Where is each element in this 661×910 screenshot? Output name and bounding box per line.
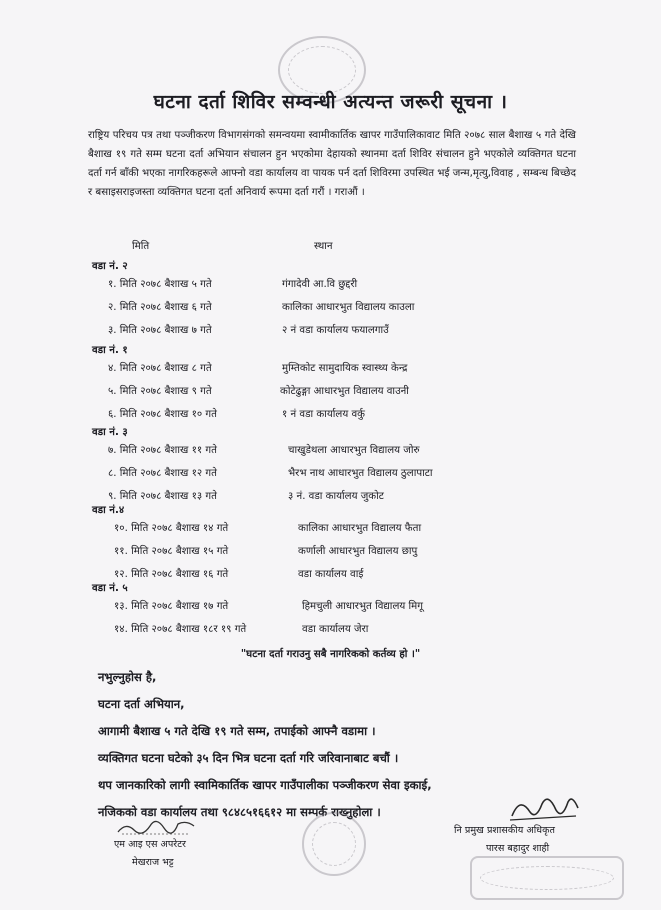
schedule-date: १४. मिति २०७८ बैशाख १८र १९ गते [114, 624, 247, 635]
schedule-place: कोटेढुङ्गा आधारभुत विद्यालय वाउनी [280, 386, 409, 397]
reminder-line: थप जानकारिको लागी स्वामिकार्तिक खापर गाउँपालीका पञ्जीकरण सेवा इकाई, [98, 778, 432, 792]
schedule-place: कालिका आधारभुत विद्यालय फैता [298, 523, 422, 534]
schedule-date: ६. मिति २०७८ बैशाख १० गते [108, 409, 217, 420]
schedule-place: कर्णाली आधारभुत विद्यालय छापु [298, 546, 418, 557]
schedule-date: १२. मिति २०७८ बैशाख १६ गते [114, 569, 229, 580]
right-signature [508, 790, 580, 824]
notice-title: घटना दर्ता शिविर सम्वन्धी अत्यन्त जरूरी सूचना । [153, 91, 508, 113]
schedule-date: १०. मिति २०७८ बैशाख १४ गते [114, 523, 229, 534]
reminder-line: नभुल्नुहोस है, [98, 670, 157, 684]
schedule-place: वडा कार्यालय जेरा [302, 624, 369, 635]
right-signature-block [454, 822, 555, 858]
right-signatory-name: पारस बहादुर शाही [486, 843, 550, 854]
schedule-date: ७. मिति २०७८ बैशाख ११ गते [108, 445, 217, 456]
reminder-line: आगामी बैशाख ५ गते देखि १९ गते सम्म, तपाईको आफ्नै वडामा । [98, 724, 376, 738]
column-header-date: मिति [132, 241, 150, 252]
schedule-place: १ नं वडा कार्यालय वर्कु [282, 409, 365, 420]
schedule-place: भैरभ नाथ आधारभुत विद्यालय ठुलापाटा [288, 468, 433, 479]
schedule-place: हिमचुली आधारभुत विद्यालय मिगू [302, 601, 423, 612]
left-signatory-role: एम आइ एस अपरेटर [114, 839, 186, 850]
left-signatory-name: मेखराज भट्ट [132, 857, 174, 868]
ward-heading: वडा नं. ३ [92, 427, 128, 438]
schedule-date: ५. मिति २०७८ बैशाख ९ गते [108, 386, 212, 397]
ward-heading: वडा नं. १ [92, 345, 128, 356]
schedule-date: २. मिति २०७८ बैशाख ६ गते [108, 302, 212, 313]
schedule-place: चाखुडेथला आधारभुत विद्यालय जोरु [288, 445, 420, 456]
reminder-line: घटना दर्ता अभियान, [98, 697, 185, 711]
ward-heading: वडा नं.४ [92, 505, 125, 516]
ward-heading: वडा नं. २ [92, 261, 128, 272]
schedule-place: ३ नं. वडा कार्यालय जुकोट [288, 491, 384, 502]
schedule-place: मुम्तिकोट सामुदायिक स्वास्थ्य केन्द्र [282, 363, 408, 374]
right-signatory-role: नि प्रमुख प्रशासकीय अधिकृत [454, 825, 555, 836]
schedule-date: १. मिति २०७८ बैशाख ५ गते [108, 279, 212, 290]
schedule-place: कालिका आधारभुत विद्यालय काउला [282, 302, 415, 313]
schedule-date: ३. मिति २०७८ बैशाख ७ गते [108, 325, 212, 336]
column-header-place: स्थान [314, 241, 333, 252]
officer-stamp [470, 856, 624, 900]
left-signature-block [114, 836, 186, 872]
schedule-place: वडा कार्यालय वाई [298, 569, 364, 580]
schedule-date: ११. मिति २०७८ बैशाख १५ गते [114, 546, 229, 557]
schedule-place: २ नं वडा कार्यालय फयालगाउँ [282, 325, 389, 336]
intro-paragraph: राष्ट्रिय परिचय पत्र तथा पञ्जीकरण विभागसंगको समन्वयमा स्वामीकार्तिक खापर गाउँपालिकावाट मिति २०७८ साल बैशाख ५ गते देखि बैशाख १९ गते सम्म घटना दर्ता अभियान संचालन हुन भएकोमा देहायको स्थानमा दर्ता शिविर संचालन हुने भएकोले व्यक्तिगत घटना दर्ता गर्न बाँकी भएका नागरिकहरूले आफ्नो वडा कार्यालय वा पायक पर्न दर्ता शिविरमा उपस्थित भई जन्म,मृत्यु,विवाह , सम्बन्ध बिच्छेद र बसाइसराइजस्ता व्यक्तिगत घटना दर्ता अनिवार्य रूपमा दर्ता गरौं । गराऔं । [88, 130, 576, 198]
schedule-date: ४. मिति २०७८ बैशाख ८ गते [108, 363, 212, 374]
slogan-quote: "घटना दर्ता गराउनु सबै नागरिकको कर्तव्य हो ।" [240, 649, 421, 660]
ward-heading: वडा नं. ५ [92, 583, 128, 594]
reminder-line: व्यक्तिगत घटना घटेको ३५ दिन भित्र घटना दर्ता गरि जरिवानाबाट बचौं । [98, 751, 399, 765]
reminder-line: नजिकको वडा कार्यालय तथा ९८४८५१६६१२ मा सम्पर्क राख्नुहोला । [98, 805, 381, 819]
schedule-date: ९. मिति २०७८ बैशाख १३ गते [108, 491, 217, 502]
schedule-date: १३. मिति २०७८ बैशाख १७ गते [114, 601, 229, 612]
office-seal-bottom [302, 812, 366, 876]
schedule-place: गंगादेवी आ.वि छुद्दरी [282, 279, 358, 290]
schedule-date: ८. मिति २०७८ बैशाख १२ गते [108, 468, 217, 479]
left-signature [116, 812, 196, 838]
